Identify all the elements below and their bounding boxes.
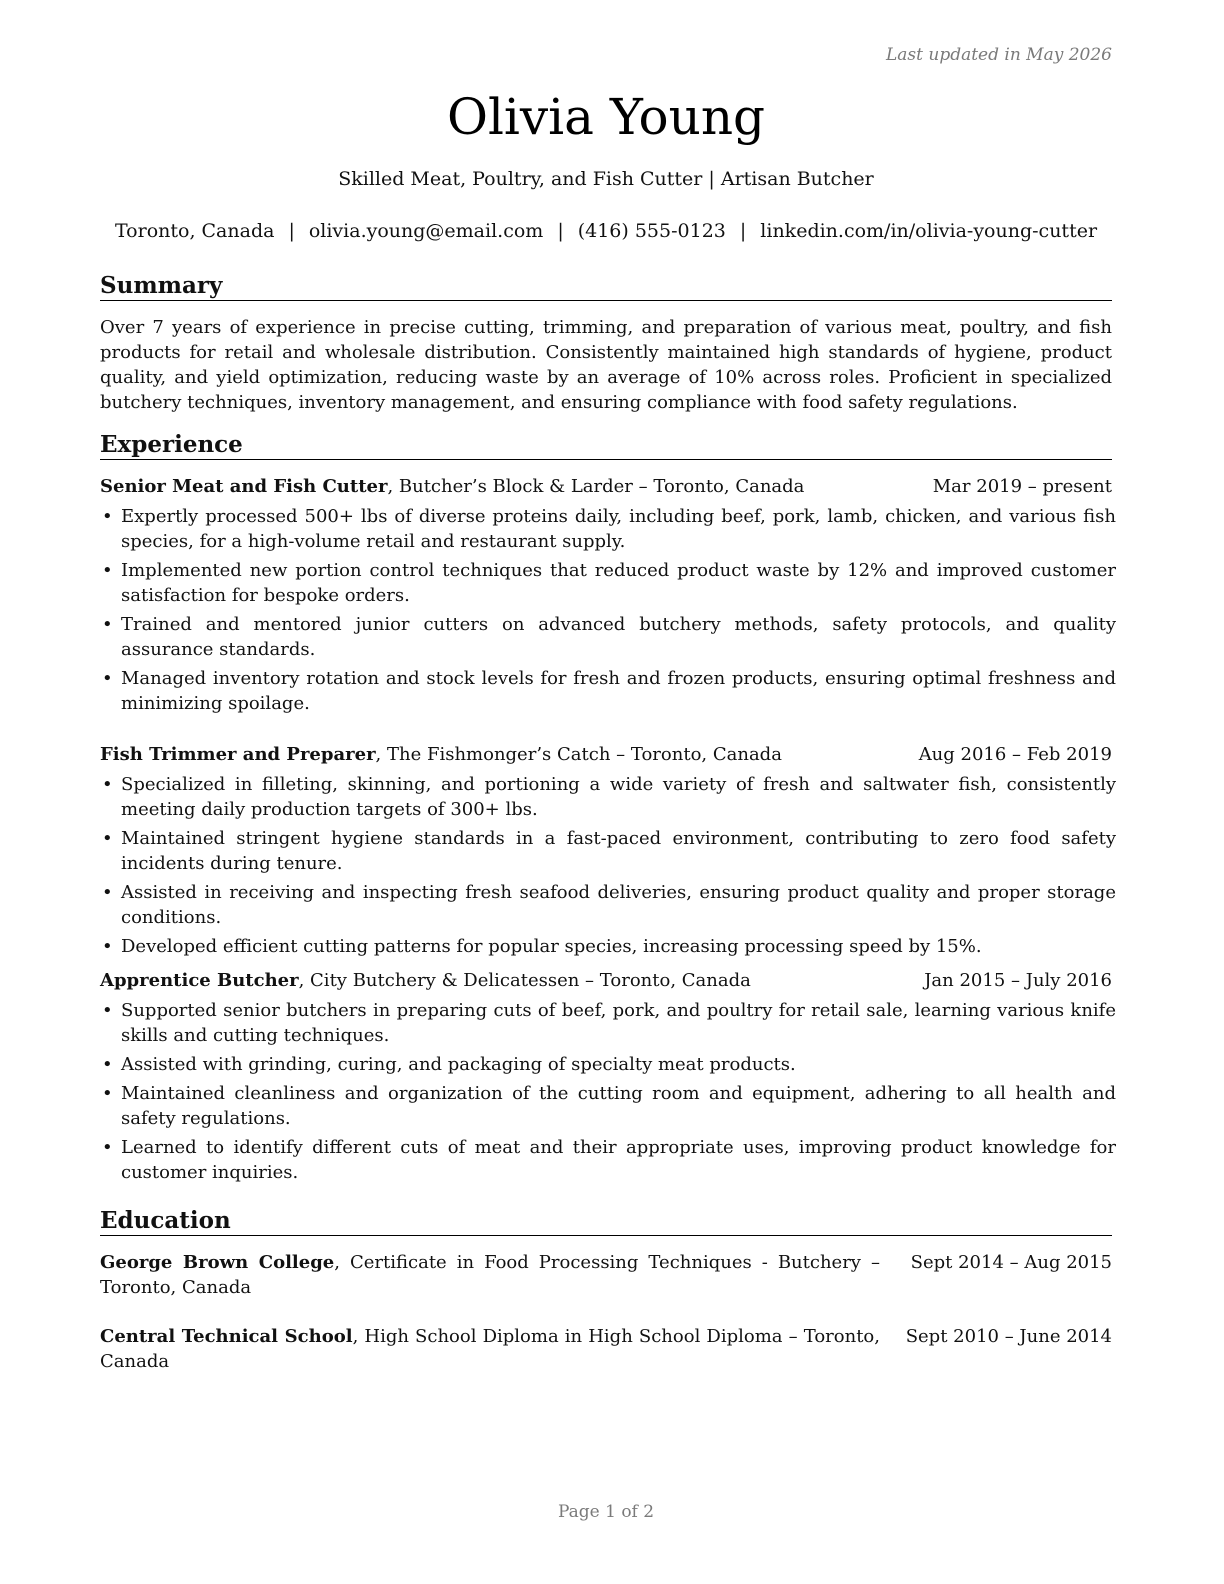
bullet-text: Assisted in receiving and inspecting fresh seafood deliveries, ensuring product quality and proper storage conditions. bbox=[121, 882, 1116, 928]
email-link[interactable]: olivia.young@email.com bbox=[308, 220, 544, 242]
list-item: • Expertly processed 500+ lbs of diverse proteins daily, including beef, pork, lamb, chicken, and various fish species, for a high-volume retail and restaurant supply. bbox=[102, 506, 1116, 552]
list-item: • Learned to identify different cuts of meat and their appropriate uses, improving product knowledge for customer inquiries. bbox=[102, 1137, 1116, 1183]
separator: | bbox=[739, 220, 747, 242]
bullet-text: Trained and mentored junior cutters on advanced butchery methods, safety protocols, and quality assurance standards. bbox=[121, 614, 1116, 660]
job-date: Mar 2019 – present bbox=[932, 476, 1112, 497]
list-item: • Maintained cleanliness and organization of the cutting room and equipment, adhering to all health and safety regulations. bbox=[102, 1083, 1116, 1129]
job-employer: , The Fishmonger’s Catch – Toronto, Canada bbox=[375, 744, 782, 765]
bullet-text: Specialized in filleting, skinning, and portioning a wide variety of fresh and saltwater fish, consistently meeting daily production targets of 300+ lbs. bbox=[121, 774, 1116, 820]
job-date: Jan 2015 – July 2016 bbox=[924, 970, 1112, 991]
job-header bbox=[100, 742, 1112, 767]
education-detail: , High School Diploma in High School Diploma – Toronto, Canada bbox=[100, 1326, 880, 1372]
section-title-experience: Experience bbox=[100, 431, 1112, 460]
education-entry bbox=[100, 1250, 1112, 1300]
list-item: • Trained and mentored junior cutters on advanced butchery methods, safety protocols, and quality assurance standards. bbox=[102, 614, 1116, 660]
bullet-text: Managed inventory rotation and stock levels for fresh and frozen products, ensuring optimal freshness and minimizing spoilage. bbox=[121, 668, 1116, 714]
list-item: • Assisted with grinding, curing, and packaging of specialty meat products. bbox=[102, 1054, 796, 1075]
page-number: Page 1 of 2 bbox=[557, 1502, 655, 1522]
job-bullets bbox=[100, 998, 1116, 1189]
bullet-text: Maintained cleanliness and organization of the cutting room and equipment, adhering to all health and safety regulations. bbox=[121, 1083, 1116, 1129]
bullet-text: Supported senior butchers in preparing cuts of beef, pork, and poultry for retail sale, learning various knife skills and cutting techniques. bbox=[121, 1000, 1116, 1046]
list-item: • Developed efficient cutting patterns for popular species, increasing processing speed by 15%. bbox=[102, 936, 982, 957]
list-item: • Maintained stringent hygiene standards in a fast-paced environment, contributing to zero food safety incidents during tenure. bbox=[102, 828, 1116, 874]
job-title-line bbox=[100, 968, 751, 993]
job-title-line bbox=[100, 474, 804, 499]
bullet-text: Developed efficient cutting patterns for popular species, increasing processing speed by 15%. bbox=[121, 936, 982, 957]
education-date: Sept 2010 – June 2014 bbox=[905, 1326, 1112, 1347]
location: Toronto, Canada bbox=[114, 220, 275, 242]
bullet-text: Maintained stringent hygiene standards in a fast-paced environment, contributing to zero food safety incidents during tenure. bbox=[121, 828, 1116, 874]
list-item: • Supported senior butchers in preparing cuts of beef, pork, and poultry for retail sale, learning various knife skills and cutting techniques. bbox=[102, 1000, 1116, 1046]
phone: (416) 555-0123 bbox=[577, 220, 726, 242]
job-header bbox=[100, 968, 1112, 993]
bullet-text: Assisted with grinding, curing, and packaging of specialty meat products. bbox=[121, 1054, 796, 1075]
bullet-text: Expertly processed 500+ lbs of diverse proteins daily, including beef, pork, lamb, chicken, and various fish species, for a high-volume retail and restaurant supply. bbox=[121, 506, 1116, 552]
bullet-text: Learned to identify different cuts of meat and their appropriate uses, improving product knowledge for customer inquiries. bbox=[121, 1137, 1116, 1183]
job-date: Aug 2016 – Feb 2019 bbox=[918, 744, 1112, 765]
job-title: Apprentice Butcher bbox=[100, 970, 299, 991]
education-detail: , Certificate in Food Processing Techniques - Butchery – Toronto, Canada bbox=[100, 1252, 880, 1298]
tagline: Skilled Meat, Poultry, and Fish Cutter | Artisan Butcher bbox=[338, 168, 874, 190]
list-item: • Assisted in receiving and inspecting fresh seafood deliveries, ensuring product quality and proper storage conditions. bbox=[102, 882, 1116, 928]
job-title: Senior Meat and Fish Cutter bbox=[100, 476, 388, 497]
job-employer: , Butcher’s Block & Larder – Toronto, Canada bbox=[387, 476, 805, 497]
school-name: George Brown College bbox=[100, 1252, 335, 1273]
job-title: Fish Trimmer and Preparer bbox=[100, 744, 376, 765]
job-employer: , City Butchery & Delicatessen – Toronto, Canada bbox=[298, 970, 751, 991]
separator: | bbox=[288, 220, 295, 242]
education-text bbox=[100, 1250, 880, 1300]
education-text bbox=[100, 1324, 880, 1374]
contact-line bbox=[0, 220, 1212, 242]
last-updated: Last updated in May 2026 bbox=[885, 45, 1112, 65]
bullet-text: Implemented new portion control techniques that reduced product waste by 12% and improved customer satisfaction for bespoke orders. bbox=[121, 560, 1116, 606]
education-date: Sept 2014 – Aug 2015 bbox=[910, 1252, 1112, 1273]
section-title-education: Education bbox=[100, 1207, 1112, 1236]
education-entry bbox=[100, 1324, 1112, 1374]
linkedin-link[interactable]: linkedin.com/in/olivia-young-cutter bbox=[760, 220, 1098, 242]
list-item: • Implemented new portion control techniques that reduced product waste by 12% and improved customer satisfaction for bespoke orders. bbox=[102, 560, 1116, 606]
job-bullets bbox=[100, 504, 1116, 720]
school-name: Central Technical School bbox=[100, 1326, 353, 1347]
list-item: • Managed inventory rotation and stock levels for fresh and frozen products, ensuring optimal freshness and minimizing spoilage. bbox=[102, 668, 1116, 714]
job-header bbox=[100, 474, 1112, 499]
separator: | bbox=[557, 220, 564, 242]
candidate-name: Olivia Young bbox=[446, 88, 766, 146]
job-bullets bbox=[100, 772, 1116, 963]
job-title-line bbox=[100, 742, 782, 767]
summary-text: Over 7 years of experience in precise cutting, trimming, and preparation of various meat, poultry, and fish products for retail and wholesale distribution. Consistently maintained high standards of hygiene, product quality, and yield optimization, reducing waste by an average of 10% across roles. Proficient in specialized butchery techniques, inventory management, and ensuring compliance with food safety regulations. bbox=[100, 317, 1112, 413]
list-item: • Specialized in filleting, skinning, and portioning a wide variety of fresh and saltwater fish, consistently meeting daily production targets of 300+ lbs. bbox=[102, 774, 1116, 820]
section-title-summary: Summary bbox=[100, 272, 1112, 301]
